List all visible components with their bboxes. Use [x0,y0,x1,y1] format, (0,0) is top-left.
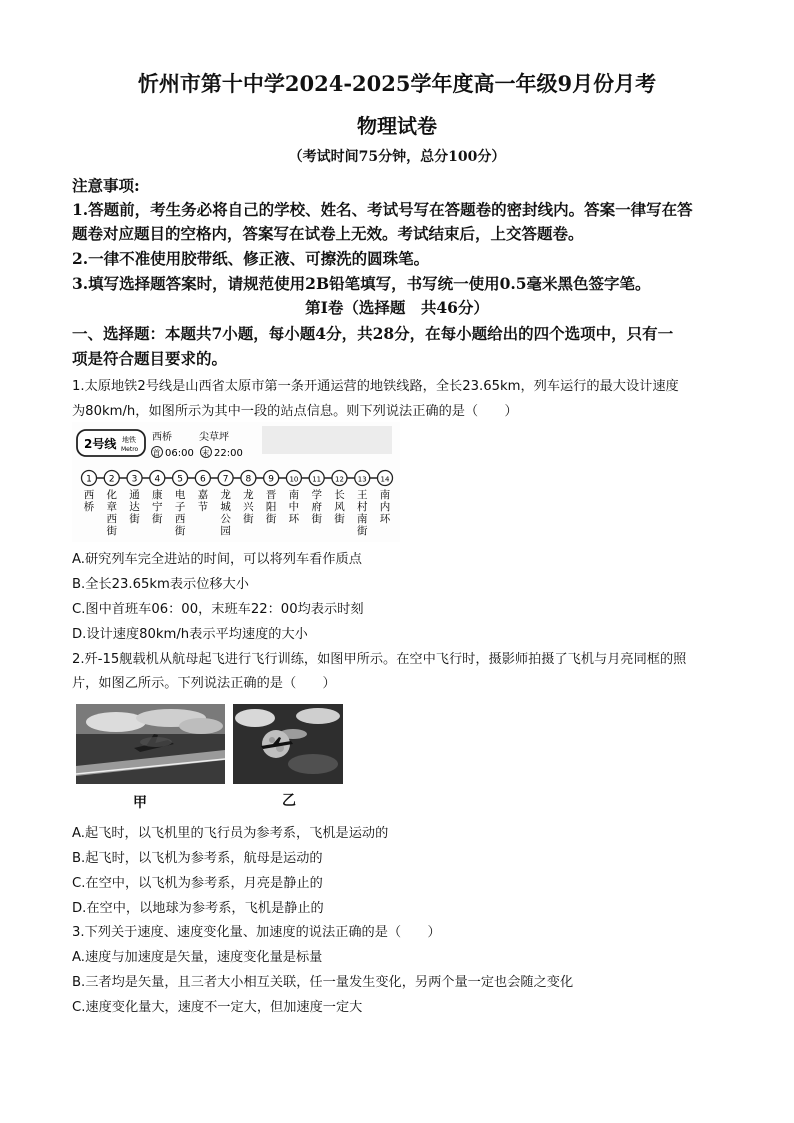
exam-subject: 物理试卷 [357,114,437,138]
station-name-char-3-3: 街 [129,513,140,525]
station-name-char-13-4: 街 [356,525,368,537]
note-3: 3.填写选择题答案时，请规范使用2B铅笔填写，书写统一使用0.5毫米黑色签字笔。 [72,274,651,293]
metro-line-figure [72,422,400,542]
station-name-char-12-3: 街 [334,513,345,525]
station-name-char-12-1: 长 [334,489,345,501]
station-name-char-13-3: 南 [356,513,368,525]
station-name-char-3-2: 达 [129,501,140,513]
q3-option-c: C.速度变化量大，速度不一定大，但加速度一定大 [72,1000,363,1015]
station-name-char-9-3: 街 [265,513,277,525]
station-name-char-11-2: 府 [311,501,322,513]
q1-stem-line-1: 1.太原地铁2号线是山西省太原市第一条开通运营的地铁线路，全长23.65km，列车运行的最大设计速度 [72,379,679,394]
station-name-char-8-3: 街 [243,513,254,525]
metro-cn-label: 地铁 [122,436,136,444]
station-name-char-1-2: 桥 [83,501,95,513]
station-name-char-7-1: 龙 [220,489,231,501]
exam-info: （考试时间75分钟，总分100分） [288,149,506,165]
photo-jia-svg [76,704,225,784]
q2-option-a: A.起飞时，以飞机里的飞行员为参考系，飞机是运动的 [72,826,389,841]
notes-heading: 注意事项: [72,176,140,195]
station-name-char-5-2: 子 [174,501,186,513]
photo-yi-svg [233,704,343,784]
q2-stem-line-2: 片，如图乙所示。下列说法正确的是（ ） [72,676,336,691]
station-name-char-4-3: 街 [152,513,163,525]
q3-option-a: A.速度与加速度是矢量，速度变化量是标量 [72,950,323,965]
station-name-char-10-1: 南 [288,489,300,501]
station-name-char-4-1: 康 [152,489,163,501]
section-instruction-line-2: 项是符合题目要求的。 [72,349,228,368]
station-number-14: 14 [380,475,390,484]
section-title: 第Ⅰ卷（选择题 共46分） [305,298,489,317]
station-number-8: 8 [245,474,252,485]
station-number-3: 3 [131,474,138,485]
last-train-mark: 末 [201,448,210,458]
station-number-1: 1 [86,474,92,485]
photo-jia-caption: 甲 [133,795,147,811]
note-1-line-1: 1.答题前，考生务必将自己的学校、姓名、考试号写在答题卷的密封线内。答案一律写在答 [72,200,693,219]
q1-option-d: D.设计速度80km/h表示平均速度的大小 [72,627,308,642]
station-name-char-6-1: 嘉 [197,489,209,501]
station-number-5: 5 [177,474,183,485]
exam-title: 忻州市第十中学2024-2025学年度高一年级9月份月考 [137,71,657,96]
station-name-char-2-2: 章 [106,501,118,513]
q2-option-c: C.在空中，以飞机为参考系，月亮是静止的 [72,876,323,891]
line-badge-label: 2号线 [84,437,117,451]
station-number-4: 4 [154,474,161,485]
station-number-2: 2 [108,474,115,485]
station-number-12: 12 [335,475,344,484]
station-name-char-3-1: 通 [129,489,140,501]
station-name-char-5-1: 电 [174,489,186,501]
station-name-char-11-3: 街 [311,513,322,525]
station-name-char-5-4: 街 [174,525,186,537]
section-instruction-line-1: 一、选择题：本题共7小题，每小题4分，共28分，在每小题给出的四个选项中，只有一 [72,324,674,343]
q1-option-c: C.图中首班车06：00，末班车22：00均表示时刻 [72,602,364,617]
station-number-9: 9 [268,474,275,485]
station-name-char-9-2: 阳 [265,501,277,513]
station-number-10: 10 [289,475,299,484]
station-name-char-8-1: 龙 [243,489,254,501]
q1-option-a: A.研究列车完全进站的时间，可以将列车看作质点 [72,552,362,567]
stations-group [82,471,393,538]
station-name-char-13-1: 王 [356,489,368,501]
station-name-char-4-2: 宁 [152,501,163,513]
q3-option-b: B.三者均是矢量，且三者大小相互关联，任一量发生变化，另两个量一定也会随之变化 [72,975,574,990]
metro-line-svg [72,422,400,542]
station-name-char-12-2: 风 [334,501,345,513]
station-name-char-14-2: 内 [379,501,391,513]
photo-jia-carrier-takeoff [76,704,225,784]
station-name-char-10-3: 环 [288,513,300,525]
station-name-char-14-1: 南 [379,489,391,501]
station-name-char-9-1: 晋 [265,489,277,501]
route-to: 尖草坪 [199,432,229,443]
route-from: 西桥 [152,432,172,443]
first-train-time: 06:00 [165,448,194,459]
q2-option-b: B.起飞时，以飞机为参考系，航母是运动的 [72,851,323,866]
last-train-time: 22:00 [214,448,243,459]
photo-yi-plane-and-moon [233,704,343,784]
note-1-line-2: 题卷对应题目的空格内，答案写在试卷上无效。考试结束后，上交答题卷。 [72,224,584,243]
station-name-char-1-1: 西 [83,489,95,501]
station-name-char-8-2: 兴 [243,501,254,513]
station-number-6: 6 [199,474,206,485]
metro-en-label: Metro [121,446,139,453]
q2-stem-line-1: 2.歼-15舰载机从航母起飞进行飞行训练，如图甲所示。在空中飞行时，摄影师拍摄了飞机与月亮同框的照 [72,652,687,667]
station-number-13: 13 [357,475,367,484]
photo-yi-caption: 乙 [282,793,296,809]
q1-option-b: B.全长23.65km表示位移大小 [72,577,249,592]
station-name-char-2-4: 街 [106,525,118,537]
station-name-char-7-2: 城 [220,501,231,513]
q2-option-d: D.在空中，以地球为参考系，飞机是静止的 [72,901,324,916]
station-name-char-5-3: 西 [174,513,186,525]
station-name-char-7-3: 公 [220,513,231,525]
station-name-char-13-2: 村 [356,501,368,513]
station-name-char-7-4: 园 [220,525,231,537]
station-name-char-10-2: 中 [288,501,300,513]
station-name-char-11-1: 学 [311,489,322,501]
first-train-mark: 首 [152,448,161,458]
station-number-11: 11 [312,475,322,484]
station-name-char-2-1: 化 [106,489,118,501]
station-name-char-14-3: 环 [379,513,391,525]
station-name-char-2-3: 西 [106,513,118,525]
figure-background-texture [262,426,392,454]
note-2: 2.一律不准使用胶带纸、修正液、可擦洗的圆珠笔。 [72,249,430,268]
station-name-char-6-2: 节 [197,501,209,513]
q3-stem: 3.下列关于速度、速度变化量、加速度的说法正确的是（ ） [72,925,441,940]
station-number-7: 7 [222,474,229,485]
q1-stem-line-2: 为80km/h，如图所示为其中一段的站点信息。则下列说法正确的是（ ） [72,404,518,419]
